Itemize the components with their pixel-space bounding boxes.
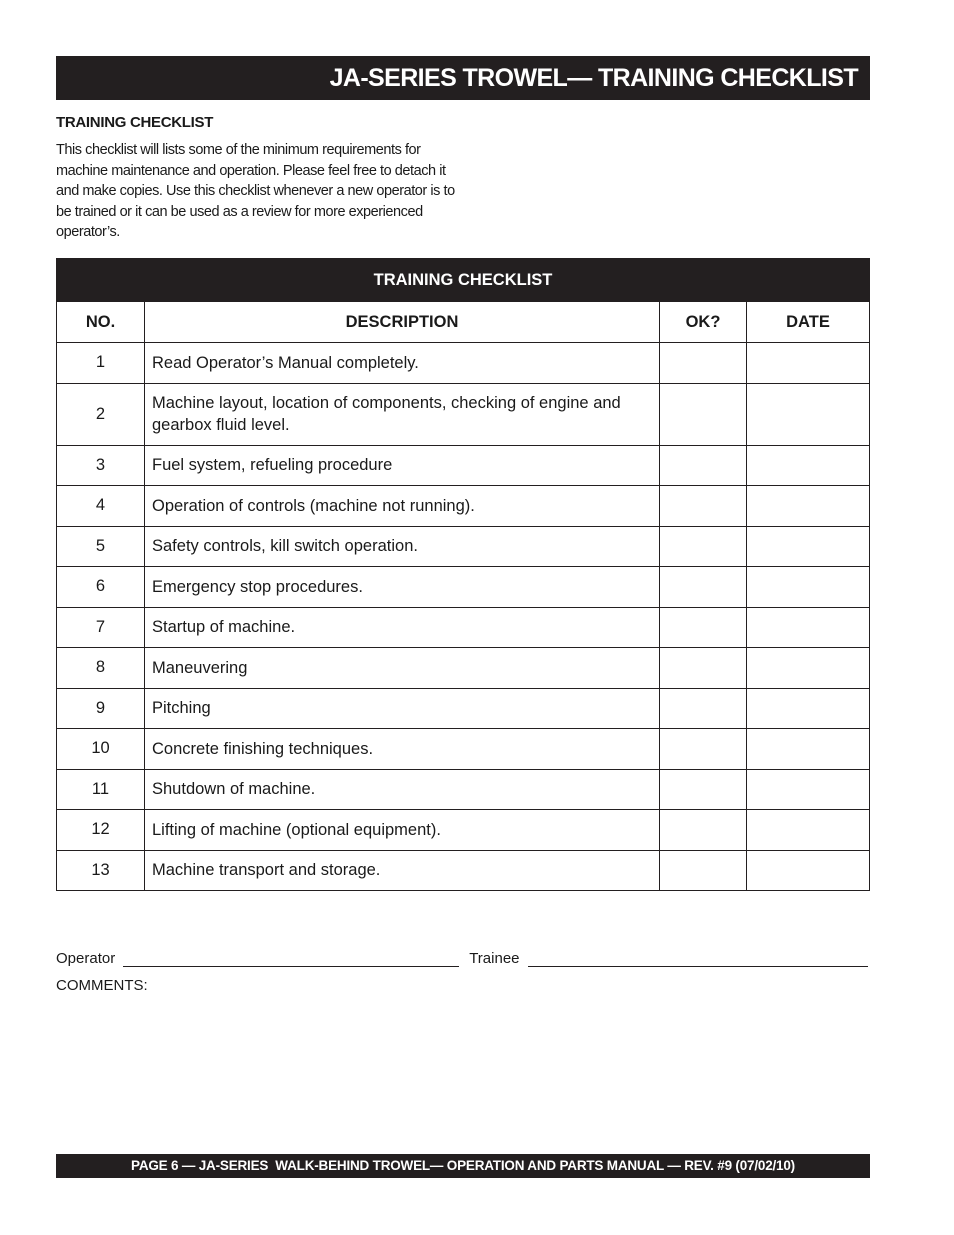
row-description: Operation of controls (machine not running). [145, 486, 660, 527]
table-row [57, 343, 870, 384]
comments-label: COMMENTS: [56, 977, 148, 994]
row-description: Concrete finishing techniques. [145, 729, 660, 770]
date-cell[interactable] [747, 810, 870, 851]
page-title: JA-SERIES TROWEL— TRAINING CHECKLIST [56, 56, 870, 100]
table-row [57, 567, 870, 608]
date-cell[interactable] [747, 567, 870, 608]
ok-cell[interactable] [660, 526, 747, 567]
row-number: 13 [57, 850, 145, 891]
row-number: 3 [57, 445, 145, 486]
row-description: Shutdown of machine. [145, 769, 660, 810]
ok-cell[interactable] [660, 567, 747, 608]
row-number: 12 [57, 810, 145, 851]
row-number: 9 [57, 688, 145, 729]
operator-signature-field[interactable] [123, 950, 459, 967]
row-number: 5 [57, 526, 145, 567]
ok-cell[interactable] [660, 343, 747, 384]
row-description: Safety controls, kill switch operation. [145, 526, 660, 567]
ok-cell[interactable] [660, 486, 747, 527]
training-checklist-table [56, 258, 870, 891]
date-cell[interactable] [747, 486, 870, 527]
date-cell[interactable] [747, 383, 870, 445]
table-title: TRAINING CHECKLIST [57, 259, 870, 302]
column-header-ok: OK? [660, 302, 747, 343]
trainee-label: Trainee [469, 950, 520, 967]
row-number: 11 [57, 769, 145, 810]
row-description: Emergency stop procedures. [145, 567, 660, 608]
row-description: Lifting of machine (optional equipment). [145, 810, 660, 851]
row-description: Startup of machine. [145, 607, 660, 648]
table-row [57, 383, 870, 445]
date-cell[interactable] [747, 607, 870, 648]
operator-label: Operator [56, 950, 116, 967]
date-cell[interactable] [747, 343, 870, 384]
row-number: 4 [57, 486, 145, 527]
row-description: Maneuvering [145, 648, 660, 689]
row-description: Read Operator’s Manual completely. [145, 343, 660, 384]
row-description: Machine transport and storage. [145, 850, 660, 891]
row-number: 10 [57, 729, 145, 770]
date-cell[interactable] [747, 769, 870, 810]
table-row [57, 769, 870, 810]
table-row [57, 688, 870, 729]
table-row [57, 445, 870, 486]
table-row [57, 810, 870, 851]
ok-cell[interactable] [660, 769, 747, 810]
ok-cell[interactable] [660, 607, 747, 648]
table-row [57, 648, 870, 689]
row-number: 2 [57, 383, 145, 445]
table-row [57, 729, 870, 770]
column-header-date: DATE [747, 302, 870, 343]
date-cell[interactable] [747, 526, 870, 567]
trainee-signature-field[interactable] [528, 950, 868, 967]
row-description: Pitching [145, 688, 660, 729]
date-cell[interactable] [747, 688, 870, 729]
row-description: Fuel system, refueling procedure [145, 445, 660, 486]
column-header-description: DESCRIPTION [145, 302, 660, 343]
row-description: Machine layout, location of components, checking of engine and gearbox fluid level. [145, 383, 660, 445]
ok-cell[interactable] [660, 648, 747, 689]
ok-cell[interactable] [660, 810, 747, 851]
ok-cell[interactable] [660, 850, 747, 891]
page-footer: PAGE 6 — JA-SERIES WALK-BEHIND TROWEL— OPERATION AND PARTS MANUAL — REV. #9 (07/02/10) [56, 1154, 870, 1178]
date-cell[interactable] [747, 729, 870, 770]
intro-paragraph: This checklist will lists some of the minimum requirements for machine maintenance and operation. Please feel free to detach it and make copies. Use this checklist whenever a new operator is to be trained or it can be used as a review for more experienced operator’s. [56, 142, 455, 240]
ok-cell[interactable] [660, 688, 747, 729]
column-header-no: NO. [57, 302, 145, 343]
row-number: 6 [57, 567, 145, 608]
date-cell[interactable] [747, 445, 870, 486]
date-cell[interactable] [747, 850, 870, 891]
row-number: 7 [57, 607, 145, 648]
table-row [57, 607, 870, 648]
signature-line [56, 950, 868, 967]
row-number: 1 [57, 343, 145, 384]
ok-cell[interactable] [660, 445, 747, 486]
ok-cell[interactable] [660, 729, 747, 770]
section-heading: TRAINING CHECKLIST [56, 114, 214, 131]
row-number: 8 [57, 648, 145, 689]
date-cell[interactable] [747, 648, 870, 689]
table-row [57, 526, 870, 567]
table-row [57, 486, 870, 527]
table-row [57, 850, 870, 891]
ok-cell[interactable] [660, 383, 747, 445]
